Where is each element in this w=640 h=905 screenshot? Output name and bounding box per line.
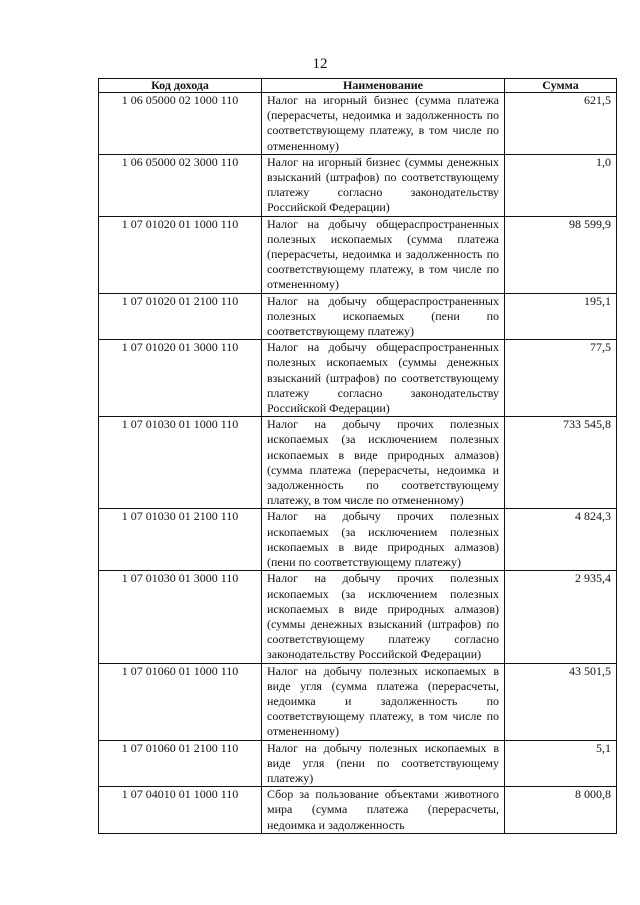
header-name: Наименование: [262, 79, 505, 93]
income-code: 1 07 01020 01 3000 110: [99, 340, 262, 417]
income-code: 1 07 01030 01 3000 110: [99, 571, 262, 663]
header-code: Код дохода: [99, 79, 262, 93]
table-row: [99, 340, 617, 417]
income-sum: 195,1: [505, 293, 617, 340]
income-name: Налог на добычу общераспространенных полезных ископаемых (пени по соответствующему платежу): [262, 293, 505, 340]
income-name: Налог на добычу прочих полезных ископаемых (за исключением полезных ископаемых в виде природных алмазов) (сумма платежа (перерасчеты, недоимка и задолженность по соответствующему платежу, в том числе по отмененному): [262, 417, 505, 509]
income-sum: 5,1: [505, 740, 617, 787]
income-code: 1 07 01060 01 2100 110: [99, 740, 262, 787]
table-row: [99, 571, 617, 663]
income-code: 1 07 04010 01 1000 110: [99, 787, 262, 834]
income-sum: 621,5: [505, 93, 617, 155]
income-name: Налог на добычу полезных ископаемых в виде угля (сумма платежа (перерасчеты, недоимка и задолженность по соответствующему платежу, в том числе по отмененному): [262, 663, 505, 740]
table-row: [99, 293, 617, 340]
income-code: 1 06 05000 02 3000 110: [99, 154, 262, 216]
income-name: Налог на добычу общераспространенных полезных ископаемых (сумма платежа (перерасчеты, недоимка и задолженность по соответствующему платежу, в том числе по отмененному): [262, 216, 505, 293]
income-name: Налог на добычу прочих полезных ископаемых (за исключением полезных ископаемых в виде природных алмазов) (суммы денежных взысканий (штрафов) по соответствующему платежу согласно законодательству Российской Федерации): [262, 571, 505, 663]
income-code: 1 07 01020 01 2100 110: [99, 293, 262, 340]
income-code: 1 07 01060 01 1000 110: [99, 663, 262, 740]
table-row: [99, 216, 617, 293]
income-code: 1 07 01030 01 1000 110: [99, 417, 262, 509]
income-sum: 4 824,3: [505, 509, 617, 571]
page-number: 12: [312, 56, 328, 72]
income-name: Налог на игорный бизнес (суммы денежных взысканий (штрафов) по соответствующему платежу согласно законодательству Российской Федерации): [262, 154, 505, 216]
table-row: [99, 740, 617, 787]
income-code: 1 06 05000 02 1000 110: [99, 93, 262, 155]
table-row: [99, 509, 617, 571]
income-sum: 1,0: [505, 154, 617, 216]
table-row: [99, 417, 617, 509]
income-code: 1 07 01030 01 2100 110: [99, 509, 262, 571]
income-sum: 77,5: [505, 340, 617, 417]
income-name: Налог на игорный бизнес (сумма платежа (перерасчеты, недоимка и задолженность по соответствующему платежу, в том числе по отмененному): [262, 93, 505, 155]
table-row: [99, 663, 617, 740]
income-sum: 2 935,4: [505, 571, 617, 663]
income-code: 1 07 01020 01 1000 110: [99, 216, 262, 293]
income-sum: 98 599,9: [505, 216, 617, 293]
income-table: [98, 78, 617, 834]
income-name: Налог на добычу полезных ископаемых в виде угля (пени по соответствующему платежу): [262, 740, 505, 787]
income-sum: 733 545,8: [505, 417, 617, 509]
table-row: [99, 154, 617, 216]
table-header-row: [99, 79, 617, 93]
header-sum: Сумма: [505, 79, 617, 93]
income-name: Налог на добычу общераспространенных полезных ископаемых (суммы денежных взысканий (штрафов) по соответствующему платежу согласно законодательству Российской Федерации): [262, 340, 505, 417]
table-row: [99, 787, 617, 834]
income-sum: 8 000,8: [505, 787, 617, 834]
income-name: Сбор за пользование объектами животного мира (сумма платежа (перерасчеты, недоимка и задолженность: [262, 787, 505, 834]
table-row: [99, 93, 617, 155]
income-name: Налог на добычу прочих полезных ископаемых (за исключением полезных ископаемых в виде природных алмазов) (пени по соответствующему платежу): [262, 509, 505, 571]
income-sum: 43 501,5: [505, 663, 617, 740]
